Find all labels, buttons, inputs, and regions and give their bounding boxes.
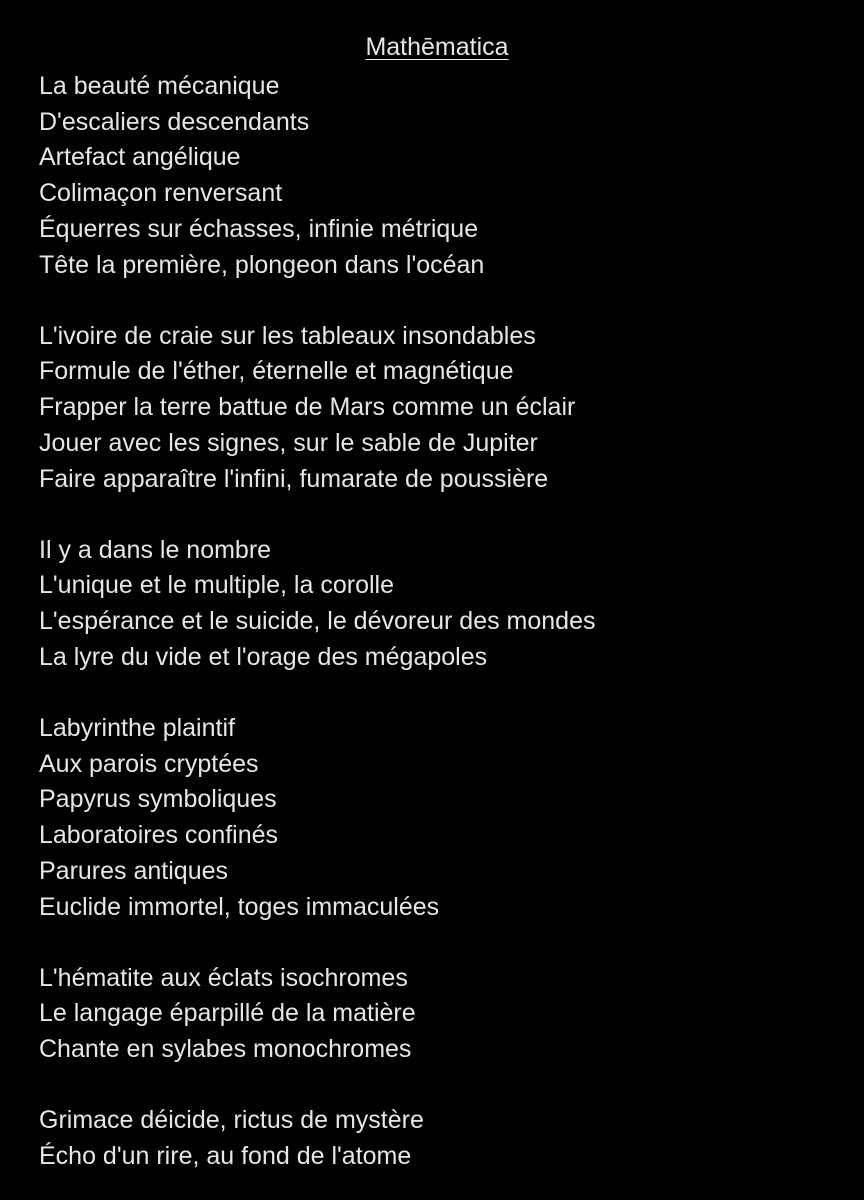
verse-line: Labyrinthe plaintif <box>39 714 235 743</box>
verse-line: Écho d'un rire, au fond de l'atome <box>39 1142 412 1171</box>
verse-line: Parures antiques <box>39 856 229 885</box>
verse-line: Jouer avec les signes, sur le sable de Jupiter <box>39 428 538 457</box>
verse-line: D'escaliers descendants <box>39 107 310 136</box>
verse-line: Tête la première, plongeon dans l'océan <box>39 250 485 279</box>
verse-line: Équerres sur échasses, infinie métrique <box>39 214 479 243</box>
verse-line: Chante en sylabes monochromes <box>39 1035 412 1064</box>
stanza-2 <box>39 319 839 498</box>
verse-line: Colimaçon renversant <box>39 179 283 208</box>
verse-line: L'espérance et le suicide, le dévoreur des mondes <box>39 607 596 636</box>
stanza-1 <box>39 69 839 283</box>
verse-line: La lyre du vide et l'orage des mégapoles <box>39 642 488 671</box>
stanza-6 <box>39 1103 839 1174</box>
verse-line: Frapper la terre battue de Mars comme un éclair <box>39 393 576 422</box>
verse-line: La beauté mécanique <box>39 72 280 100</box>
poem-body <box>39 69 839 1175</box>
verse-line: Euclide immortel, toges immaculées <box>39 892 440 921</box>
verse-line: Formule de l'éther, éternelle et magnétique <box>39 357 514 386</box>
verse-line: L'unique et le multiple, la corolle <box>39 571 394 600</box>
verse-line: Artefact angélique <box>39 143 241 172</box>
verse-line: Il y a dans le nombre <box>39 535 272 564</box>
verse-line: L'ivoire de craie sur les tableaux insondables <box>39 321 536 350</box>
verse-line: Faire apparaître l'infini, fumarate de poussière <box>39 464 549 493</box>
stanza-4 <box>39 711 839 925</box>
stanza-5 <box>39 961 839 1068</box>
poem-title: Mathēmatica <box>365 33 509 61</box>
verse-line: Le langage éparpillé de la matière <box>39 999 416 1028</box>
verse-line: Grimace déicide, rictus de mystère <box>39 1106 424 1135</box>
stanza-3 <box>39 533 839 676</box>
verse-line: Laboratoires confinés <box>39 821 279 850</box>
verse-line: L'hématite aux éclats isochromes <box>39 963 408 992</box>
verse-line: Papyrus symboliques <box>39 785 277 814</box>
verse-line: Aux parois cryptées <box>39 749 259 778</box>
